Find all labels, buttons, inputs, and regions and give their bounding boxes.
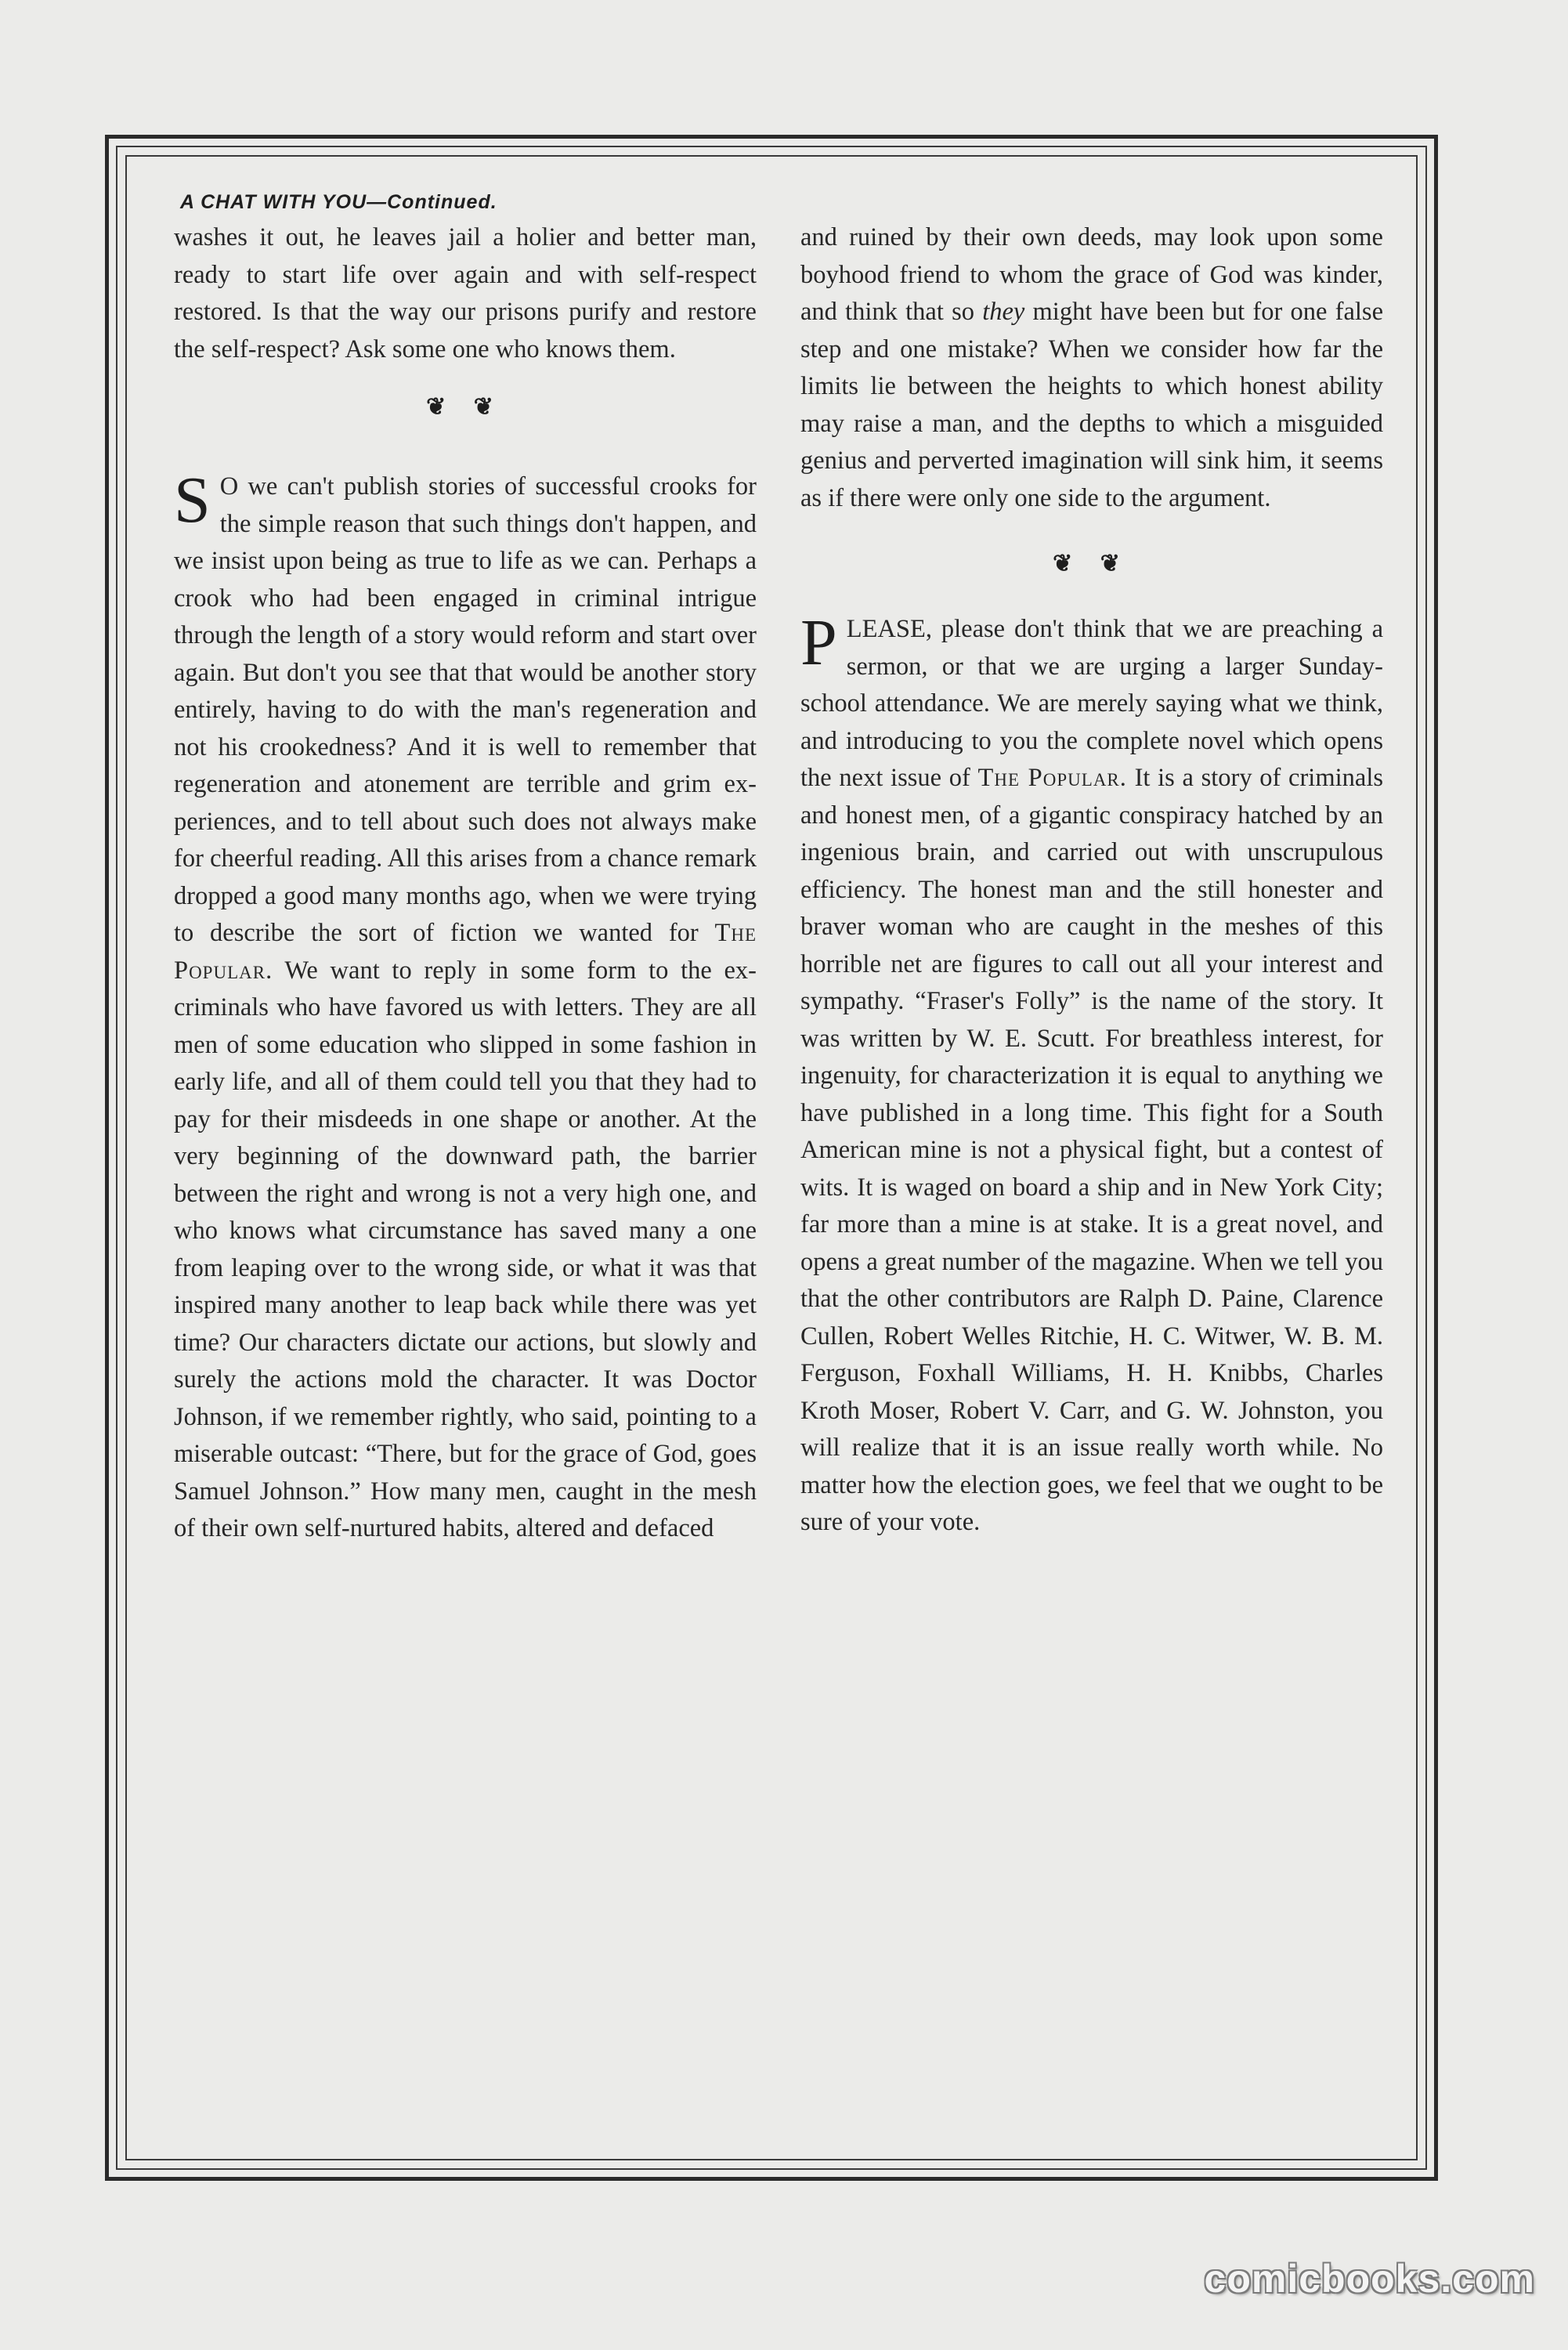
right-paragraph-1-start: and ruined by their own deeds, may look upon some boyhood friend to whom the grace of God was kinder, and think that so [800, 223, 1383, 326]
section-ornament: ❦ ❦ [426, 394, 504, 420]
right-paragraph-2-start: LEASE, please don't think that we are preaching a sermon, or that we are urging a larger Sunday-school attendance. We are merely saying what we think, and introducing to you the complete novel which opens the next issue of [800, 615, 1383, 792]
left-paragraph-2 [174, 464, 757, 1548]
left-paragraph-2-end: We want to reply in some form to the ex-criminals who have favored us with letters. They are all men of some education who slipped in some fashion in early life, and all of them could tell you that they had to pay for their misdeeds in one shape or another. At the very beginning of the downward path, the barrier between the right and wrong is not a very high one, and who knows what circumstance has saved many a one from leaping over to the wrong side, or what it was that inspired many another to leap back while there was yet time? Our characters dictate our actions, but slowly and surely the actions mold the character. It was Doctor Johnson, if we remember rightly, who said, pointing to a miserable outcast: “There, but for the grace of God, goes Samuel Johnson.” How many men, caught in the mesh of their own self-nurtured habits, altered and defaced [174, 956, 757, 1542]
text-columns [174, 219, 1383, 1548]
right-column [800, 219, 1383, 1548]
running-head: A CHAT WITH YOU—Continued. [180, 191, 497, 213]
right-paragraph-1 [800, 219, 1383, 517]
magazine-name-right: The Popular. [977, 764, 1127, 792]
site-watermark: comicbooks.com [1204, 2257, 1535, 2301]
right-paragraph-2-end: It is a story of criminals and honest men, of a gigantic conspiracy hatched by an ingenious brain, and carried out with unscrupulous efficiency. The honest man and the still honester and braver woman who are caught in the meshes of this horrible net are figures to call out all your interest and sympathy. “Fraser's Folly” is the name of the story. It was written by W. E. Scutt. For breathless interest, for ingenuity, for characterization it is equal to anything we have published in a long time. This fight for a South American mine is not a physical fight, but a contest of wits. It is waged on board a ship and in New York City; far more than a mine is at stake. It is a great novel, and opens a great number of the magazine. When we tell you that the other contributors are Ralph D. Paine, Clarence Cullen, Robert Welles Ritchie, H. C. Witwer, W. B. M. Ferguson, Foxhall Williams, H. H. Knibbs, Charles Kroth Moser, Robert V. Carr, and G. W. Johnston, you will realize that it is an issue really worth while. No matter how the election goes, we feel that we ought to be sure of your vote. [800, 764, 1383, 1536]
magazine-name: The Popular. [174, 919, 757, 985]
left-column [174, 219, 757, 1548]
section-ornament-right: ❦ ❦ [1053, 551, 1131, 577]
article-content [174, 191, 1383, 1548]
drop-cap-s: S [174, 464, 211, 537]
left-paragraph-1: washes it out, he leaves jail a holier and better man, ready to start life over again and with self-respect restored. Is that the way our prisons purify and restore the self-respect? Ask some one who knows them. [174, 223, 757, 363]
left-paragraph-2-start: O we can't publish stories of successful crooks for the simple reason that such things don't happen, and we insist upon being as true to life as we can. Perhaps a crook who had been engaged in criminal intrigue through the length of a story would reform and start over again. But don't you see that that would be another story entirely, having to do with the man's regeneration and not his crookedness? And it is well to remember that regeneration and atonement are terrible and grim experiences, and to tell about such does not always make for cheerful reading. All this arises from a chance remark dropped a good many months ago, when we were trying to describe the sort of fiction we wanted for [174, 472, 757, 947]
right-paragraph-1-end: might have been but for one false step and one mistake? When we consider how far the limits lie between the heights to which honest ability may raise a man, and the depths to which a misguided genius and perverted imagination will sink him, it seems as if there were only one side to the argument. [800, 298, 1383, 512]
right-paragraph-2 [800, 606, 1383, 1542]
drop-cap-p: P [800, 606, 837, 679]
italic-word: they [982, 298, 1025, 326]
